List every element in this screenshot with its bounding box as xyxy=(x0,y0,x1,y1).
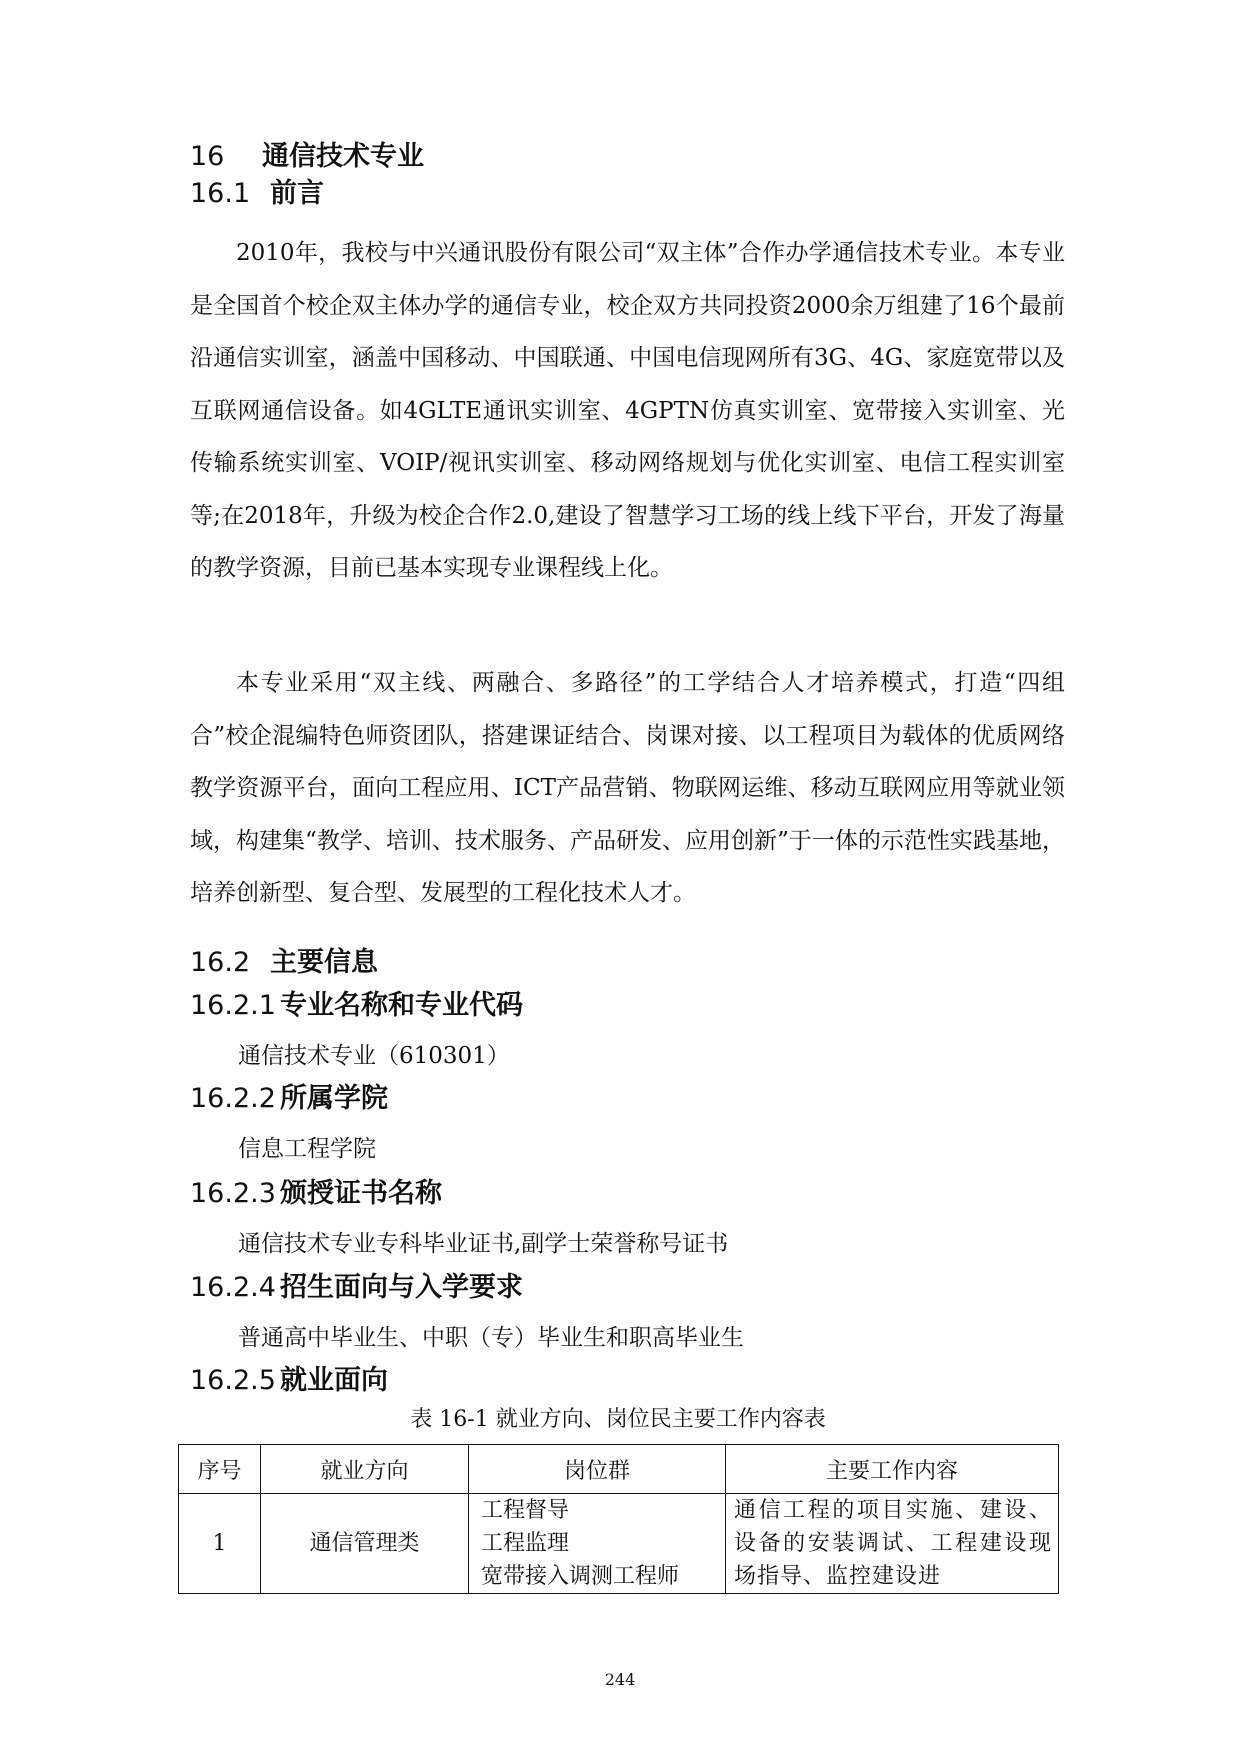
heading-number: 16.2.5 xyxy=(190,1365,276,1396)
heading-16-2-2 xyxy=(190,1081,388,1117)
header-no: 序号 xyxy=(179,1445,261,1494)
heading-title: 招生面向与入学要求 xyxy=(280,1272,523,1303)
heading-title: 颁授证书名称 xyxy=(280,1178,442,1209)
table-caption: 表 16-1 就业方向、岗位民主要工作内容表 xyxy=(410,1407,826,1432)
heading-number: 16 xyxy=(190,141,225,172)
heading-title: 前言 xyxy=(270,178,324,209)
row-no: 1 xyxy=(179,1494,261,1594)
table-header-row xyxy=(179,1445,1059,1494)
heading-number: 16.2.2 xyxy=(190,1083,276,1114)
heading-title: 就业面向 xyxy=(280,1365,388,1396)
heading-title: 通信技术专业 xyxy=(262,141,424,172)
preface-paragraph-1: 2010年，我校与中兴通讯股份有限公司“双主体”合作办学通信技术专业。本专业是全国首个校企双主体办学的通信专业，校企双方共同投资2000余万组建了16个最前沿通信实训室，涵盖中国移动、中国联通、中国电信现网所有3G、4G、家庭宽带以及互联网通信设备。如4GLTE通讯实训室、4GPTN仿真实训室、宽带接入实训室、光传输系统实训室、VOIP/视讯实训室、移动网络规划与优化实训室、电信工程实训室等;在2018年，升级为校企合作2.0,建设了智慧学习工场的线上线下平台，开发了海量的教学资源，目前已基本实现专业课程线上化。 xyxy=(190,240,1065,581)
enrollment-requirements: 普通高中毕业生、中职（专）毕业生和职高毕业生 xyxy=(238,1325,744,1351)
heading-16 xyxy=(190,139,424,175)
heading-number: 16.2 xyxy=(190,947,251,978)
post-item: 工程督导 xyxy=(481,1498,570,1523)
heading-16-2-3 xyxy=(190,1176,442,1212)
heading-title: 专业名称和专业代码 xyxy=(280,990,523,1021)
heading-number: 16.2.4 xyxy=(190,1272,276,1303)
heading-16-1 xyxy=(190,176,324,212)
heading-number: 16.2.3 xyxy=(190,1178,276,1209)
row-posts xyxy=(469,1494,726,1594)
page-number: 244 xyxy=(604,1670,636,1689)
college-name: 信息工程学院 xyxy=(238,1136,376,1162)
row-content: 通信工程的项目实施、建设、设备的安装调试、工程建设现场指导、监控建设进 xyxy=(726,1494,1059,1594)
heading-number: 16.2.1 xyxy=(190,990,276,1021)
preface-paragraph-2: 本专业采用“双主线、两融合、多路径”的工学结合人才培养模式，打造“四组合”校企混编特色师资团队，搭建课证结合、岗课对接、以工程项目为载体的优质网络教学资源平台，面向工程应用、ICT产品营销、物联网运维、移动互联网应用等就业领域，构建集“教学、培训、技术服务、产品研发、应用创新”于一体的示范性实践基地，培养创新型、复合型、发展型的工程化技术人才。 xyxy=(190,670,1065,906)
post-item: 宽带接入调测工程师 xyxy=(481,1564,680,1589)
header-direction: 就业方向 xyxy=(261,1445,469,1494)
heading-16-2-4 xyxy=(190,1270,523,1306)
heading-number: 16.1 xyxy=(190,178,251,209)
header-content: 主要工作内容 xyxy=(726,1445,1059,1494)
header-posts: 岗位群 xyxy=(469,1445,726,1494)
heading-title: 主要信息 xyxy=(270,947,378,978)
major-name-code: 通信技术专业（610301） xyxy=(238,1043,510,1069)
table-row xyxy=(179,1494,1059,1594)
heading-16-2-1 xyxy=(190,988,523,1024)
heading-16-2 xyxy=(190,945,378,981)
employment-table xyxy=(178,1444,1059,1594)
heading-title: 所属学院 xyxy=(280,1083,388,1114)
post-item: 工程监理 xyxy=(481,1531,570,1556)
heading-16-2-5 xyxy=(190,1363,388,1399)
certificate-name: 通信技术专业专科毕业证书,副学士荣誉称号证书 xyxy=(238,1231,729,1257)
row-direction: 通信管理类 xyxy=(261,1494,469,1594)
